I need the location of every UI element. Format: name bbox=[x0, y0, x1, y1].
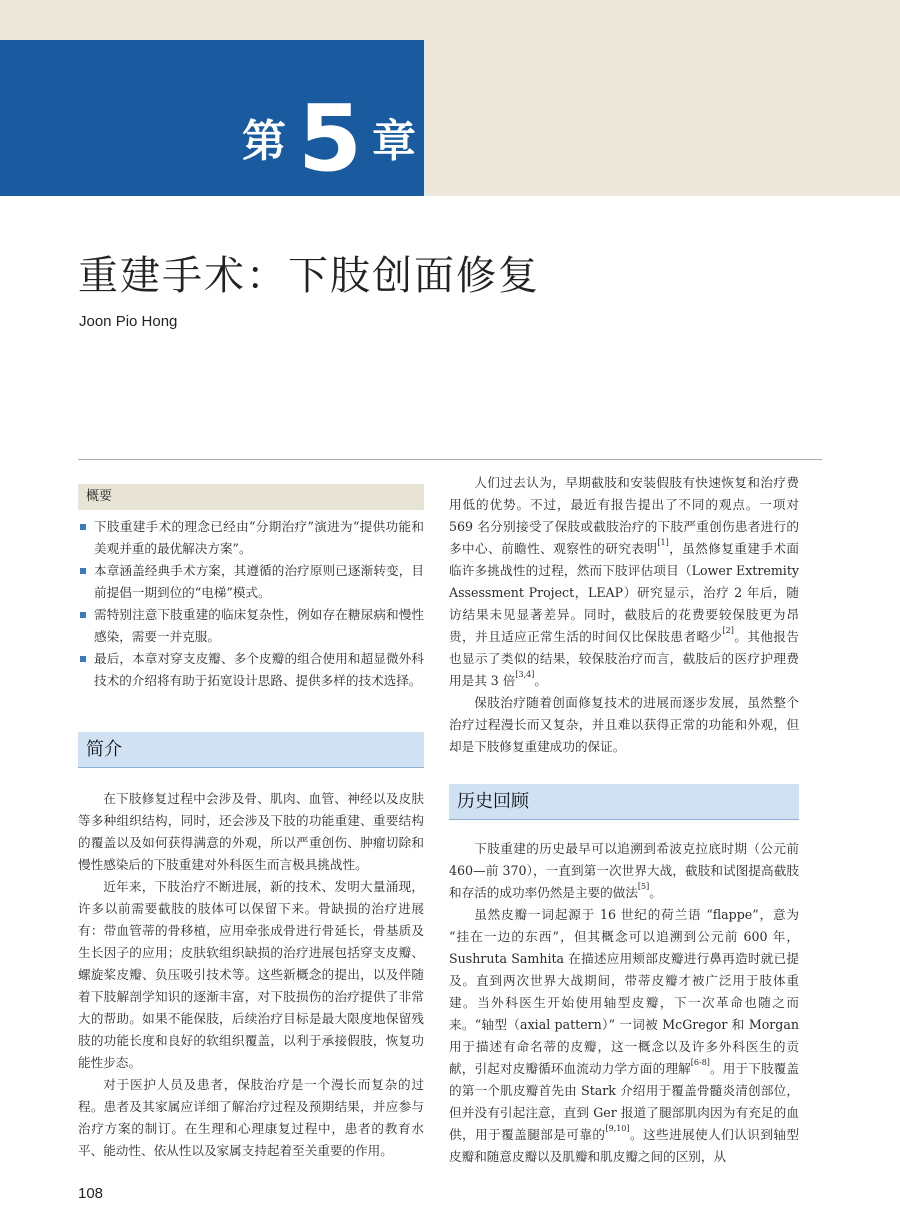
body-paragraph-1: 人们过去认为，早期截肢和安装假肢有快速恢复和治疗费用低的优势。不过，最近有报告提出了不同的观点。一项对 569 名分别接受了保肢或截肢治疗的下肢严重创伤患者进行的多中心、前瞻性、观察性的研究表明[1]，虽然修复重建手术面临许多挑战性的过程，然而下肢评估项目（Lower Extremity Assessment Project，LEAP）研究显示，治疗 2 年后，随访结果未见显著差异。同时，截肢后的花费要较保肢更为昂贵，并且适应正常生活的时间仅比保肢患者略少[2]。其他报告也显示了类似的结果，较保肢治疗而言，截肢后的医疗护理费用是其 3 倍[3,4]。 bbox=[449, 475, 800, 688]
list-item: 最后，本章对穿支皮瓣、多个皮瓣的组合使用和超显微外科技术的介绍将有助于拓宽设计思路、提供多样的技术选择。 bbox=[78, 648, 424, 692]
chapter-banner bbox=[0, 40, 424, 196]
bullet-icon bbox=[80, 656, 86, 662]
citation: [3,4] bbox=[515, 670, 535, 679]
list-item: 下肢重建手术的理念已经由“分期治疗”演进为“提供功能和美观并重的最优解决方案”。 bbox=[78, 516, 424, 560]
chapter-suffix: 章 bbox=[372, 116, 416, 167]
left-column bbox=[78, 484, 424, 1162]
chapter-title: 重建手术：下肢创面修复 bbox=[78, 253, 540, 299]
history-paragraph-1: 下肢重建的历史最早可以追溯到希波克拉底时期（公元前 460—前 370），一直到第一次世界大战，截肢和试图提高截肢和存活的成功率仍然是主要的做法[5]。 bbox=[449, 841, 799, 900]
intro-paragraph-3: 对于医护人员及患者，保肢治疗是一个漫长而复杂的过程。患者及其家属应详细了解治疗过程及预期结果，并应参与治疗方案的制订。在生理和心理康复过程中，患者的教育水平、能动性、依从性以及家属支持起着至关重要的作用。 bbox=[78, 1077, 424, 1158]
list-item: 本章涵盖经典手术方案，其遵循的治疗原则已逐渐转变，目前提倡一期到位的“电梯”模式。 bbox=[78, 560, 424, 604]
citation: [9,10] bbox=[605, 1124, 630, 1133]
chapter-prefix: 第 bbox=[241, 116, 286, 167]
intro-paragraph-2: 近年来，下肢治疗不断进展，新的技术、发明大量涌现，许多以前需要截肢的肢体可以保留下来。骨缺损的治疗进展有：带血管蒂的骨移植，应用牵张成骨进行骨延长，骨基质及生长因子的应用；皮肤软组织缺损的治疗进展包括穿支皮瓣、螺旋桨皮瓣、负压吸引技术等。这些新概念的提出，以及伴随着下肢解剖学知识的逐渐丰富，对下肢损伤的治疗提供了非常大的帮助。如果不能保肢，后续治疗目标是最大限度地保留残肢的功能长度和良好的软组织覆盖，以利于承接假肢，恢复功能性步态。 bbox=[78, 879, 424, 1070]
citation: [2] bbox=[722, 626, 734, 635]
bullet-icon bbox=[80, 612, 86, 618]
intro-heading: 简介 bbox=[78, 732, 424, 768]
divider bbox=[78, 459, 822, 460]
list-item: 需特别注意下肢重建的临床复杂性，例如存在糖尿病和慢性感染，需要一并克服。 bbox=[78, 604, 424, 648]
chapter-label bbox=[242, 85, 416, 192]
page-number: 108 bbox=[78, 1185, 104, 1202]
history-heading: 历史回顾 bbox=[449, 784, 799, 820]
citation: [1] bbox=[657, 538, 669, 547]
bullet-icon bbox=[80, 568, 86, 574]
right-column bbox=[449, 472, 799, 1168]
history-paragraph-2: 虽然皮瓣一词起源于 16 世纪的荷兰语 “flappe”，意为 “挂在一边的东西”，但其概念可以追溯到公元前 600 年，Sushruta Samhita 在描述应用颊部皮瓣进行鼻再造时就已提及。直到两次世界大战期间，带蒂皮瓣才被广泛用于肢体重建。当外科医生开始使用轴型皮瓣，下一次革命也随之而来。“轴型（axial pattern）” 一词被 McGregor 和 Morgan 用于描述有命名蒂的皮瓣，这一概念以及许多外科医生的贡献，引起对皮瓣循环血流动力学方面的理解[6-8]。用于下肢覆盖的第一个肌皮瓣首先由 Stark 介绍用于覆盖骨髓炎清创部位，但并没有引起注意，直到 Ger 报道了腿部肌肉因为有充足的血供，用于覆盖腿部是可靠的[9,10]。这些进展使人们认识到轴型皮瓣和随意皮瓣以及肌瓣和肌皮瓣之间的区别，从 bbox=[449, 907, 800, 1164]
bullet-icon bbox=[80, 524, 86, 530]
author-name: Joon Pio Hong bbox=[79, 313, 178, 330]
intro-paragraph-1: 在下肢修复过程中会涉及骨、肌肉、血管、神经以及皮肤等多种组织结构，同时，还会涉及下肢的功能重建、重要结构的覆盖以及如何获得满意的外观，所以严重创伤、肿瘤切除和慢性感染后的下肢重建对外科医生而言极具挑战性。 bbox=[78, 791, 424, 872]
summary-heading: 概要 bbox=[78, 484, 424, 510]
citation: [5] bbox=[637, 882, 650, 891]
chapter-number: 5 bbox=[297, 85, 360, 192]
summary-list bbox=[78, 516, 424, 692]
body-paragraph-2: 保肢治疗随着创面修复技术的进展而逐步发展，虽然整个治疗过程漫长而又复杂，并且难以获得正常的功能和外观，但却是下肢修复重建成功的保证。 bbox=[449, 695, 799, 754]
citation: [6-8] bbox=[690, 1058, 710, 1067]
